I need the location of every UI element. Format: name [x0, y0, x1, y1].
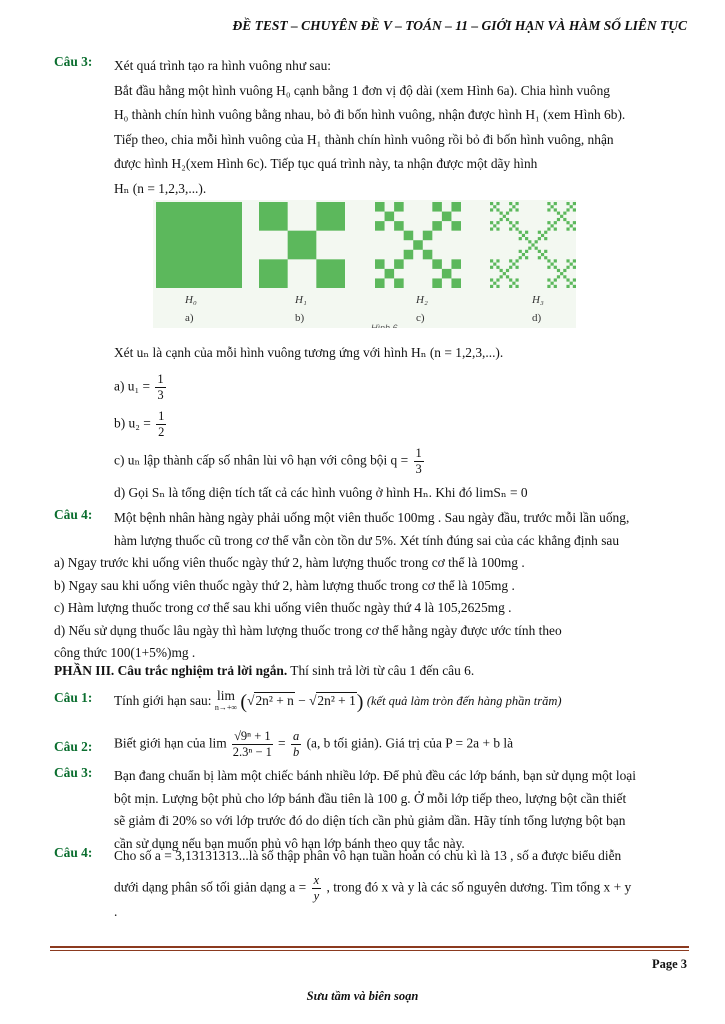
radicand-2: 2n² + 1 — [317, 693, 356, 709]
fractal-cell — [490, 208, 493, 211]
question-text-tail: (a, b tối giản). Giá trị của P = 2a + b là — [306, 735, 514, 751]
option-c: c) Hàm lượng thuốc trong cơ thể sau khi uống viên thuốc ngày thứ 4 là 105,2625mg . — [54, 600, 512, 615]
text-line-fraction — [114, 873, 689, 904]
fractal-cell — [544, 237, 547, 240]
fraction-num: 1 — [158, 409, 165, 423]
fractal-cell — [512, 263, 515, 266]
option-b-text: b) u₂ = — [114, 415, 151, 431]
text-line: Tiếp theo, chia mỗi hình vuông của H₁ thành chín hình vuông rồi bỏ đi bốn hình vuông, nhận — [114, 131, 614, 147]
short-question-3 — [54, 765, 689, 855]
fractal-cell — [500, 218, 503, 221]
fractal-cell — [566, 208, 569, 211]
fractal-cell — [496, 221, 499, 224]
option-a-text: a) u₁ = — [114, 378, 151, 394]
fractal-cell — [413, 240, 423, 250]
fractal-cell — [288, 231, 317, 260]
figure-caption: Hình 6 — [371, 323, 398, 328]
footer-rule — [50, 946, 689, 948]
fractal-cell — [566, 278, 569, 281]
fraction — [156, 409, 166, 440]
fractal-cell — [316, 202, 345, 231]
fractal-cell — [496, 278, 499, 281]
text-line: sẽ giảm đi 20% so với lớp trước đó do diện tích cần phủ giảm dần. Hãy tính tổng lượng bột bạn — [114, 813, 626, 828]
fractal-cell — [509, 227, 512, 230]
fractal-cell — [451, 202, 461, 212]
fraction-num: √9ⁿ + 1 — [234, 729, 271, 743]
fractal-cell — [404, 231, 414, 241]
text-line: Một bệnh nhân hàng ngày phải uống một viên thuốc 100mg . Sau ngày đầu, trước mỗi lần uống, — [114, 510, 630, 525]
fractal-cell — [570, 205, 573, 208]
fractal-cell — [375, 202, 385, 212]
text-line: bột mịn. Lượng bột phủ cho lớp bánh đầu tiên là 100 g. Ở mỗi lớp tiếp theo, lượng bột cần thiết — [114, 790, 627, 806]
question-text: Biết giới hạn của lim — [114, 735, 227, 751]
fractal-cell — [554, 227, 557, 230]
text-line: Xét quá trình tạo ra hình vuông như sau: — [114, 58, 332, 73]
fraction-den: 2 — [158, 425, 165, 439]
question-3-true-false — [54, 54, 689, 201]
text-line: Cho số a = 3,13131313...là số thập phân vô hạn tuần hoàn có chu kì là 13 , số a được biểu diễn — [114, 848, 622, 863]
fractal-cell — [535, 247, 538, 250]
label-h0: H₀ — [185, 294, 197, 306]
question-label: Câu 3: — [54, 765, 93, 780]
fractal-cell — [563, 218, 566, 221]
fractal-cell — [423, 250, 433, 260]
label-h3: H₃ — [532, 294, 544, 306]
fractal-cell — [506, 269, 509, 272]
fractal-cell — [496, 266, 499, 269]
option-d — [114, 481, 689, 504]
fractal-cell — [547, 259, 550, 262]
question-label: Câu 2: — [54, 739, 93, 754]
fractal-cell — [573, 221, 576, 224]
fractal-cell — [566, 221, 569, 224]
fractal-cell — [493, 263, 496, 266]
fractal-cell — [500, 269, 503, 272]
fractal-cell — [525, 256, 528, 259]
text-line: H₀ thành chín hình vuông bằng nhau, bỏ đi bốn hình vuông, nhận được hình H₁ (xem Hình 6b). — [114, 107, 626, 122]
fractal-cell — [519, 250, 522, 253]
fractal-cell — [573, 266, 576, 269]
fraction-den: 2.3ⁿ − 1 — [232, 745, 272, 759]
fractal-cell — [432, 278, 442, 288]
fractal-cell — [528, 247, 531, 250]
fractal-cell — [375, 278, 385, 288]
fractal-cell — [541, 234, 544, 237]
fractal-cell — [535, 240, 538, 243]
fractal-cell — [515, 259, 518, 262]
question-4-true-false — [54, 507, 689, 552]
fractal-cell — [554, 202, 557, 205]
fractal-cell — [547, 202, 550, 205]
fractal-cell — [573, 285, 576, 288]
fractal-cell — [493, 205, 496, 208]
footer-credit: Sưu tầm và biên soạn — [306, 989, 419, 1003]
radicand-1: 2n² + n — [255, 693, 294, 709]
fractal-cell — [544, 231, 547, 234]
fractal-cell — [496, 227, 499, 230]
text-line: được hình H₂(xem Hình 6c). Tiếp tục quá trình này, ta nhận được một dãy hình — [114, 156, 538, 171]
fractal-cell — [544, 250, 547, 253]
option-b — [114, 409, 689, 440]
fractal-cell — [566, 227, 569, 230]
fraction-den: b — [292, 745, 300, 759]
fractal-cell — [451, 278, 461, 288]
fraction-num: x — [313, 873, 320, 887]
text-line: Xét uₙ là cạnh của mỗi hình vuông tương ứng với hình Hₙ (n = 1,2,3,...). — [114, 345, 504, 360]
fractal-cell — [563, 275, 566, 278]
fractal-cell — [551, 263, 554, 266]
question-text-tail: , trong đó x và y là các số nguyên dương. Tìm tổng x + y — [326, 879, 632, 895]
limit-fraction — [232, 729, 273, 760]
fractal-cell — [547, 278, 550, 281]
label-h2: H₂ — [416, 294, 428, 306]
option-a: a) Ngay trước khi uống viên thuốc ngày thứ 2, hàm lượng thuốc trong cơ thể là 100mg . — [54, 555, 525, 570]
fractal-cell — [442, 212, 452, 222]
fractal-cell — [566, 202, 569, 205]
label-a: a) — [185, 312, 194, 324]
fractal-cell — [156, 202, 242, 288]
lim-text: lim — [217, 688, 235, 703]
option-d-text: d) Gọi Sₙ là tổng diện tích tất cả các hình vuông ở hình Hₙ. Khi đó limSₙ = 0 — [114, 485, 528, 500]
fractal-cell — [496, 285, 499, 288]
fractal-cell — [394, 259, 404, 269]
fractal-cell — [519, 231, 522, 234]
fractal-cell — [538, 250, 541, 253]
fractal-cell — [573, 278, 576, 281]
fractal-cell — [451, 221, 461, 231]
fractal-cell — [490, 202, 493, 205]
label-d: d) — [532, 312, 542, 324]
question-text: Tính giới hạn sau: — [114, 693, 212, 709]
fractal-cell — [557, 275, 560, 278]
fractal-cell — [515, 285, 518, 288]
fractal-cell — [316, 259, 345, 288]
fractal-cell — [554, 208, 557, 211]
option-b: b) Ngay sau khi uống viên thuốc ngày thứ 2, hàm lượng thuốc trong cơ thể là 105mg . — [54, 577, 515, 593]
fraction — [155, 372, 165, 403]
fractal-squares-figure — [153, 200, 576, 328]
fractal-cell — [259, 202, 288, 231]
fractal-cell — [509, 202, 512, 205]
fractal-cell — [573, 202, 576, 205]
fractal-cell — [496, 208, 499, 211]
fractal-cell — [547, 266, 550, 269]
fractal-cell — [538, 231, 541, 234]
fractal-cell — [490, 278, 493, 281]
fractal-cell — [547, 221, 550, 224]
minus-sign: − — [298, 693, 306, 709]
fractal-cell — [573, 208, 576, 211]
fraction-den: 3 — [415, 462, 422, 476]
fractal-cell — [512, 282, 515, 285]
page-header: ĐỀ TEST – CHUYÊN ĐỀ V – TOÁN – 11 – GIỚI HẠN VÀ HÀM SỐ LIÊN TỤC — [232, 18, 687, 33]
fractal-cell — [509, 221, 512, 224]
fractal-cell — [538, 256, 541, 259]
question-4-options — [54, 552, 689, 665]
fractal-cell — [566, 266, 569, 269]
fractal-cell — [554, 266, 557, 269]
lim-subscript: n→+∞ — [214, 703, 238, 712]
part-3-title: PHẦN III. Câu trắc nghiệm trả lời ngắn. — [54, 663, 288, 678]
fractal-cell — [538, 237, 541, 240]
fractal-cell — [547, 285, 550, 288]
option-c-text: c) uₙ lập thành cấp số nhân lùi vô hạn với công bội q = — [114, 452, 409, 468]
text-line: Hₙ (n = 1,2,3,...). — [114, 180, 207, 196]
fraction — [414, 446, 424, 477]
fractal-cell — [503, 215, 506, 218]
rounding-note: (kết quả làm tròn đến hàng phần trăm) — [366, 694, 562, 709]
fractal-cell — [531, 243, 534, 246]
fractal-cell — [566, 285, 569, 288]
fractal-cell — [554, 221, 557, 224]
fractal-cell — [509, 278, 512, 281]
label-b: b) — [295, 312, 305, 324]
question-label: Câu 1: — [54, 690, 93, 705]
footer-rule-thin — [50, 950, 689, 951]
fractal-cell — [551, 282, 554, 285]
fractal-cell — [512, 205, 515, 208]
fractal-cell — [515, 227, 518, 230]
fractal-cell — [554, 285, 557, 288]
fractal-cell — [547, 208, 550, 211]
fractal-cell — [515, 208, 518, 211]
fractal-cell — [385, 212, 395, 222]
fractal-cell — [394, 202, 404, 212]
equals-sign: = — [278, 735, 286, 751]
fractal-cell — [509, 285, 512, 288]
fractal-cell — [515, 221, 518, 224]
fractal-cell — [375, 221, 385, 231]
fractal-cell — [490, 227, 493, 230]
fraction-den: 3 — [157, 388, 164, 402]
fractal-cell — [515, 202, 518, 205]
fractal-cell — [394, 278, 404, 288]
fractal-cell — [544, 256, 547, 259]
fractal-cell — [509, 259, 512, 262]
question-text: dưới dạng phân số tối giản dạng a = — [114, 879, 307, 895]
fractal-cell — [423, 231, 433, 241]
fractal-cell — [509, 208, 512, 211]
fractal-cell — [519, 237, 522, 240]
option-d: d) Nếu sử dụng thuốc lâu ngày thì hàm lượng thuốc trong cơ thể hằng ngày được ước tính theo — [54, 622, 562, 638]
fractal-cell — [547, 227, 550, 230]
fractal-cell — [519, 256, 522, 259]
fraction-num: a — [292, 729, 300, 743]
fraction-num: 1 — [157, 372, 164, 386]
fractal-cell — [551, 205, 554, 208]
label-c: c) — [416, 312, 425, 324]
fractal-cell — [394, 221, 404, 231]
fractal-cell — [570, 224, 573, 227]
part-3-heading — [54, 663, 474, 679]
fractal-cell — [490, 221, 493, 224]
label-h1: H₁ — [295, 294, 307, 306]
fractal-cell — [512, 224, 515, 227]
fractal-cell — [375, 259, 385, 269]
fractal-cell — [554, 259, 557, 262]
option-d-cont: công thức 100(1+5%)mg . — [54, 645, 196, 660]
fractal-cell — [573, 227, 576, 230]
text-line: cần sử dụng nếu bạn muốn phủ vô hạn lớp bánh theo quy tắc này. — [114, 835, 465, 851]
text-line: Bắt đầu hằng một hình vuông H₀ cạnh bằng 1 đơn vị độ dài (xem Hình 6a). Chia hình vuông — [114, 82, 610, 98]
short-question-2 — [54, 729, 689, 760]
fractal-cell — [500, 212, 503, 215]
fractal-cell — [541, 253, 544, 256]
fractal-cell — [570, 263, 573, 266]
fractal-cell — [404, 250, 414, 260]
fractal-cell — [554, 278, 557, 281]
fractal-cell — [506, 275, 509, 278]
question-3-items — [54, 341, 689, 504]
short-question-4 — [54, 845, 689, 904]
fractal-cell — [563, 269, 566, 272]
fractal-cell — [442, 269, 452, 279]
limit-operator — [215, 690, 237, 714]
part-3-instructions: Thí sinh trả lời từ câu 1 đến câu 6. — [287, 663, 475, 678]
fractal-cell — [528, 240, 531, 243]
fractal-cell — [493, 224, 496, 227]
fractal-cell — [525, 237, 528, 240]
fractal-cell — [557, 218, 560, 221]
fractal-cell — [496, 202, 499, 205]
fractal-cell — [522, 253, 525, 256]
fractal-cell — [551, 224, 554, 227]
fractal-cell — [557, 212, 560, 215]
result-fraction — [291, 729, 301, 760]
fractal-cell — [432, 202, 442, 212]
option-a — [114, 372, 689, 403]
text-line: hàm lượng thuốc cũ trong cơ thể vẫn còn tồn dư 5%. Xét tính đúng sai của các khẳng định sau — [114, 532, 620, 548]
question-label: Câu 3: — [54, 54, 93, 69]
fractal-cell — [259, 259, 288, 288]
fractal-cell — [560, 272, 563, 275]
question-label: Câu 4: — [54, 507, 93, 522]
fraction-den: y — [313, 889, 320, 903]
fractal-cell — [432, 259, 442, 269]
fractal-cell — [525, 250, 528, 253]
fractal-cell — [503, 272, 506, 275]
fractal-cell — [522, 234, 525, 237]
fractal-cell — [432, 221, 442, 231]
fraction-x-y — [312, 873, 322, 904]
fractal-cell — [573, 259, 576, 262]
fractal-cell — [570, 282, 573, 285]
fractal-cell — [563, 212, 566, 215]
fractal-cell — [493, 282, 496, 285]
fractal-cell — [385, 269, 395, 279]
fractal-cell — [500, 275, 503, 278]
fractal-cell — [515, 266, 518, 269]
question-label: Câu 4: — [54, 845, 93, 860]
fraction-num: 1 — [415, 446, 422, 460]
text-line: Bạn đang chuẩn bị làm một chiếc bánh nhiều lớp. Để phủ đều các lớp bánh, bạn sử dụng một loại — [114, 768, 636, 783]
fractal-cell — [506, 218, 509, 221]
figure-hinh-6 — [153, 200, 576, 328]
option-c — [114, 446, 689, 477]
fractal-cell — [509, 266, 512, 269]
fractal-cell — [490, 259, 493, 262]
short-question-1: Câu 1: Tính giới hạn sau: lim n→+∞ (√2n² + n − √2n² + 1) (kết quả làm tròn đến hàng phần trăm) — [54, 688, 562, 714]
fractal-cell — [490, 266, 493, 269]
page-number: Page 3 — [651, 957, 687, 971]
trailing-dot: . — [114, 904, 118, 919]
fractal-cell — [515, 278, 518, 281]
fractal-cell — [566, 259, 569, 262]
fractal-cell — [557, 269, 560, 272]
fractal-cell — [525, 231, 528, 234]
fractal-cell — [560, 215, 563, 218]
fractal-cell — [490, 285, 493, 288]
fractal-cell — [496, 259, 499, 262]
fractal-cell — [451, 259, 461, 269]
fractal-cell — [506, 212, 509, 215]
